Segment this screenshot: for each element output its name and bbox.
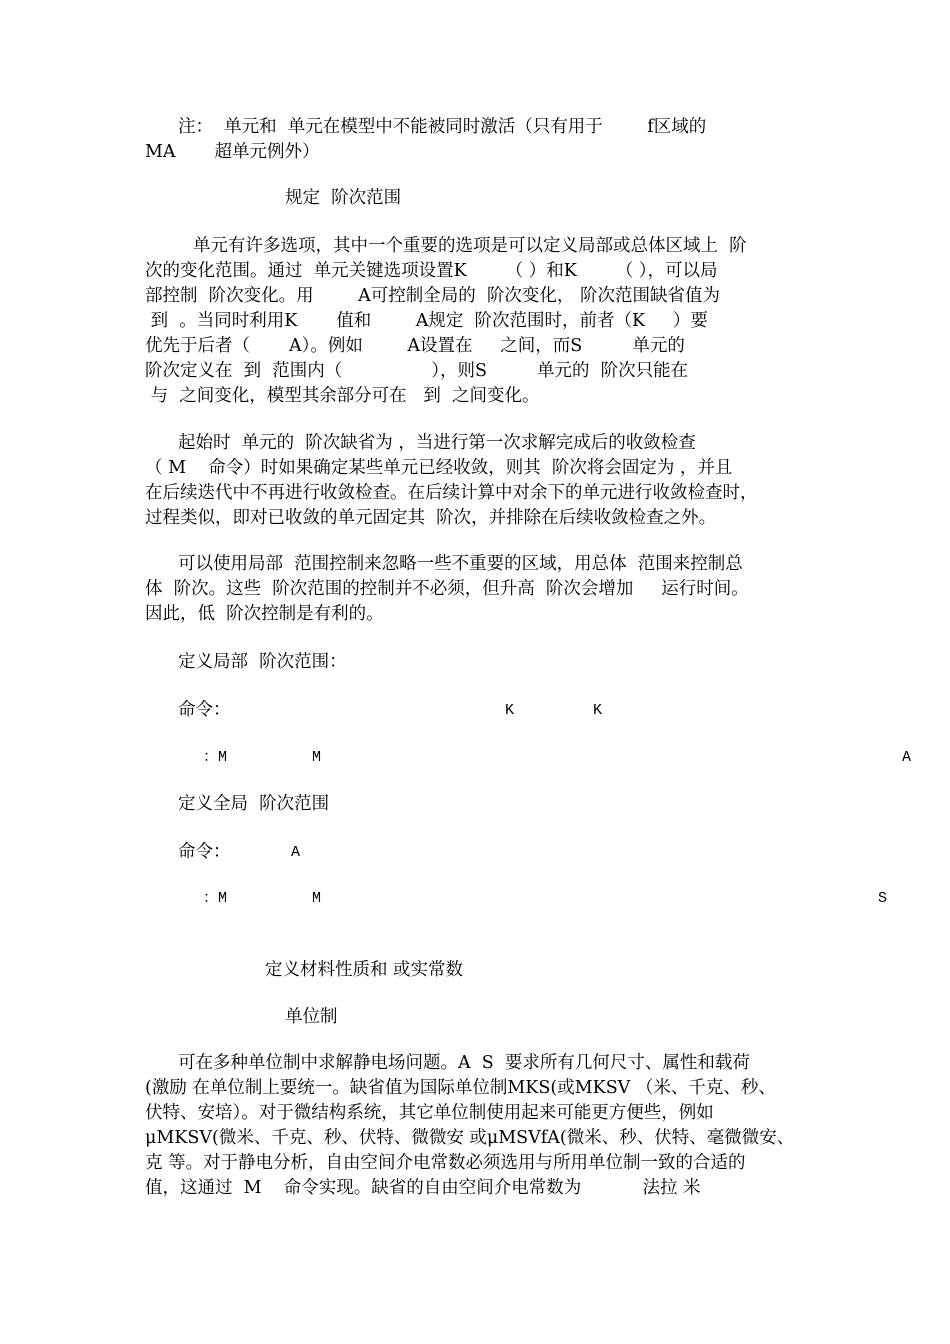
global-def-path-m2: M — [312, 890, 322, 907]
global-def-path-end: S — [878, 890, 888, 907]
para3-line-1: 可以使用局部 范围控制来忽略一些不重要的区域，用总体 范围来控制总 — [178, 554, 743, 574]
para4-line-3: 伏特、安培）。对于微结构系统，其它单位制使用起来可能更方便些，例如 — [145, 1103, 714, 1123]
para4-line-5: 克 等。对于静电分析，自由空间介电常数必须选用与所用单位制一致的合适的 — [145, 1153, 746, 1173]
para1-line-7: 与 之间变化，模型其余部分可在 到 之间变化。 — [145, 386, 540, 406]
para4-line-1: 可在多种单位制中求解静电场问题。A S 要求所有几何尺寸、属性和载荷 — [178, 1053, 750, 1073]
note-line-2: MA 超单元例外） — [145, 142, 320, 162]
para1-line-6: 阶次定义在 到 范围内（ ），则S 单元的 阶次只能在 — [145, 361, 689, 381]
global-def-command-label: 命令： — [178, 842, 231, 862]
local-def-command-label: 命令： — [178, 700, 231, 720]
para3-line-3: 因此，低 阶次控制是有利的。 — [145, 604, 384, 624]
global-def-path-m1: ：M — [203, 890, 228, 907]
para1-line-4: 到 。当同时利用K 值和 A规定 阶次范围时，前者（K ）要 — [145, 311, 708, 331]
para3-line-2: 体 阶次。这些 阶次范围的控制并不必须，但升高 阶次会增加 运行时间。 — [145, 579, 749, 599]
para2-line-2: （ M 命令）时如果确定某些单元已经收敛，则其 阶次将会固定为 ，并且 — [145, 458, 733, 478]
global-def-title: 定义全局 阶次范围 — [178, 794, 330, 814]
para4-line-4: μMKSV(微米、千克、秒、伏特、微微安 或μMSVfA(微米、秒、伏特、毫微微安、 — [145, 1128, 795, 1148]
para1-line-2: 次的变化范围。通过 单元关键选项设置K （ ）和K （ ），可以局 — [145, 261, 718, 281]
section-heading-order-range: 规定 阶次范围 — [285, 188, 402, 208]
local-def-path-m2: M — [312, 749, 322, 766]
note-line-1: 注： 单元和 单元在模型中不能被同时激活（只有用于 f区域的 — [178, 117, 707, 137]
para4-line-2: (激励 在单位制上要统一。缺省值为国际单位制MKS(或MKSV （米、千克、秒、 — [145, 1078, 776, 1098]
local-def-path-m1: ：M — [203, 749, 228, 766]
section-heading-units: 单位制 — [285, 1007, 338, 1027]
para2-line-3: 在后续迭代中不再进行收敛检查。在后续计算中对余下的单元进行收敛检查时， — [145, 483, 758, 503]
local-def-title: 定义局部 阶次范围： — [178, 652, 347, 672]
para4-line-6: 值，这通过 M 命令实现。缺省的自由空间介电常数为 法拉 米 — [145, 1178, 701, 1198]
para2-line-1: 起始时 单元的 阶次缺省为 ，当进行第一次求解完成后的收敛检查 — [178, 433, 696, 453]
para1-line-3: 部控制 阶次变化。用 A可控制全局的 阶次变化， 阶次范围缺省值为 — [145, 286, 720, 306]
para2-line-4: 过程类似，即对已收敛的单元固定其 阶次，并排除在后续收敛检查之外。 — [145, 508, 717, 528]
global-def-command-a: A — [291, 844, 301, 861]
local-def-command-k2: K — [593, 702, 603, 719]
section-heading-material: 定义材料性质和 或实常数 — [265, 960, 464, 980]
local-def-command-k1: K — [505, 702, 515, 719]
para1-line-1: 单元有许多选项，其中一个重要的选项是可以定义局部或总体区域上 阶 — [193, 236, 747, 256]
local-def-path-end: A — [902, 749, 912, 766]
para1-line-5: 优先于后者（ A）。例如 A设置在 之间，而S 单元的 — [145, 336, 685, 356]
